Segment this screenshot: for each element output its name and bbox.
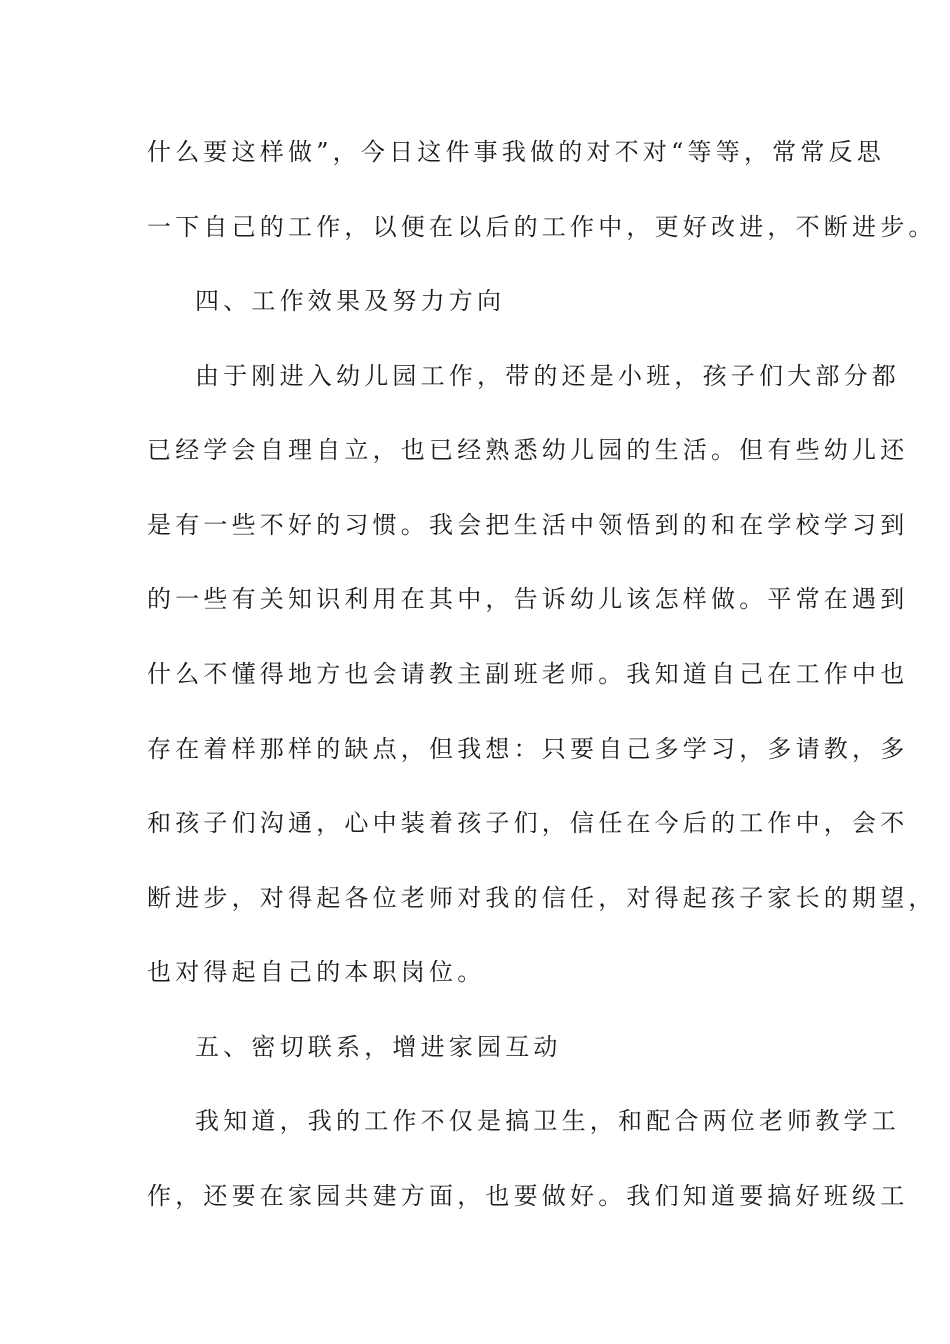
paragraph-line: 已经学会自理自立，也已经熟悉幼儿园的生活。但有些幼儿还 [147,436,909,464]
paragraph-line: 的一些有关知识利用在其中，告诉幼儿该怎样做。平常在遇到 [147,585,909,613]
paragraph-line: 由于刚进入幼儿园工作，带的还是小班，孩子们大部分都 [195,362,900,390]
paragraph-line: 一下自己的工作，以便在以后的工作中，更好改进，不断进步。 [147,213,937,241]
paragraph-line: 存在着样那样的缺点，但我想：只要自己多学习，多请教，多 [147,735,909,763]
section-heading: 四、工作效果及努力方向 [195,287,506,315]
paragraph-line: 和孩子们沟通，心中装着孩子们，信任在今后的工作中，会不 [147,809,909,837]
paragraph-line: 作，还要在家园共建方面，也要做好。我们知道要搞好班级工 [147,1182,909,1210]
paragraph-line: 是有一些不好的习惯。我会把生活中领悟到的和在学校学习到 [147,511,909,539]
paragraph-line: 什么不懂得地方也会请教主副班老师。我知道自己在工作中也 [147,660,909,688]
paragraph-line: 断进步，对得起各位老师对我的信任，对得起孩子家长的期望， [147,884,937,912]
section-heading: 五、密切联系，增进家园互动 [195,1033,562,1061]
paragraph-line: 也对得起自己的本职岗位。 [147,958,486,986]
paragraph-line: 什么要这样做”，今日这件事我做的对不对“等等，常常反思 [147,138,885,166]
paragraph-line: 我知道，我的工作不仅是搞卫生，和配合两位老师教学工 [195,1107,900,1135]
